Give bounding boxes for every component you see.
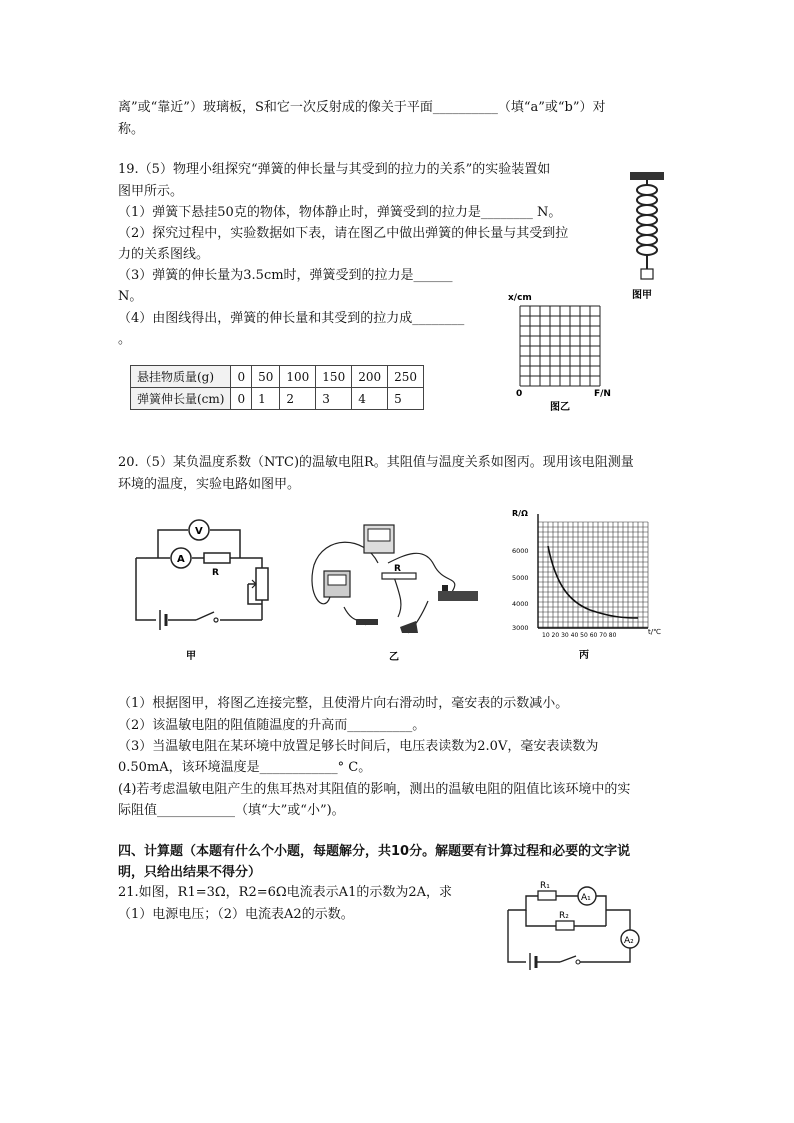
text-line: 。	[118, 332, 132, 347]
text-line: N。	[118, 289, 143, 304]
voltmeter-label: V	[195, 526, 203, 537]
axis-label-y: R/Ω	[512, 509, 528, 518]
text-line: 际阻值____________（填“大”或“小”)。	[118, 803, 345, 818]
table-cell: 250	[388, 366, 424, 388]
table-cell: 0	[231, 366, 252, 388]
text-line: 称。	[118, 122, 145, 137]
x-tick-labels: 10 20 30 40 50 60 70 80	[542, 632, 617, 639]
table-cell: 4	[352, 388, 388, 410]
resistor-label: R	[212, 568, 219, 578]
q19-sub3: （3）弹簧的伸长量为3.5cm时，弹簧受到的拉力是______	[118, 268, 453, 283]
spring-figure	[618, 168, 678, 303]
y-tick-label: 5000	[512, 574, 529, 582]
table-cell: 100	[280, 366, 316, 388]
table-row	[131, 388, 424, 410]
table-cell: 1	[252, 388, 280, 410]
table-cell: 弹簧伸长量(cm)	[131, 388, 231, 410]
table-row	[131, 366, 424, 388]
table-cell: 2	[280, 388, 316, 410]
y-tick-label: 3000	[512, 624, 529, 632]
resistor-label: R	[394, 564, 401, 574]
a1-label: A₁	[581, 893, 591, 903]
question-21-title: 21.如图，R1=3Ω，R2=6Ω电流表示A1的示数为2A，求	[118, 885, 452, 900]
axis-origin: 0	[516, 389, 523, 399]
table-cell: 150	[316, 366, 352, 388]
q19-sub4: （4）由图线得出，弹簧的伸长量和其受到的拉力成________	[118, 311, 465, 326]
table-cell: 50	[252, 366, 280, 388]
axis-label-x: t/℃	[648, 628, 661, 636]
question-20-title: 20.（5）某负温度系数（NTC)的温敏电阻R。其阻值与温度关系如图丙。现用该电阻测量	[118, 455, 634, 470]
grid-graph	[508, 288, 618, 413]
q20-sub4: (4)若考虑温敏电阻产生的焦耳热对其阻值的影响，测出的温敏电阻的阻值比该环境中的实	[118, 782, 631, 797]
y-tick-label: 4000	[512, 600, 529, 608]
text-line: 0.50mA，该环境温度是____________° C。	[118, 760, 372, 775]
figure-caption: 乙	[389, 652, 399, 663]
question-19-title: 19.（5）物理小组探究“弹簧的伸长量与其受到的拉力的关系”的实验装置如	[118, 162, 551, 177]
figure-caption: 图甲	[632, 290, 652, 301]
circuit-diagram-q21	[500, 876, 672, 970]
circuit-diagram-jia	[128, 512, 278, 662]
rt-graph-bing	[508, 506, 668, 664]
q20-sub1: （1）根据图甲，将图乙连接完整，且使滑片向右滑动时，毫安表的示数减小。	[118, 696, 569, 711]
q19-sub1: （1）弹簧下悬挂50克的物体，物体静止时，弹簧受到的拉力是________ N。	[118, 205, 562, 220]
axis-label-x: F/N	[594, 389, 611, 399]
table-cell: 3	[316, 388, 352, 410]
figure-caption: 图乙	[550, 402, 570, 413]
axis-label-y: x/cm	[508, 293, 532, 303]
table-cell: 200	[352, 366, 388, 388]
text-line: 离”或“靠近”）玻璃板，S和它一次反射成的像关于平面__________（填“a”或“b”）对	[118, 100, 606, 115]
table-cell: 悬挂物质量(g)	[131, 366, 231, 388]
text-line: 力的关系图线。	[118, 247, 210, 262]
y-tick-label: 6000	[512, 547, 529, 555]
q19-sub2: （2）探究过程中，实验数据如下表，请在图乙中做出弹簧的伸长量与其受到拉	[118, 226, 569, 241]
table-cell: 5	[388, 388, 424, 410]
text-line: （1）电源电压；（2）电流表A2的示数。	[118, 907, 354, 922]
figure-caption: 甲	[186, 651, 196, 662]
table-cell: 0	[231, 388, 252, 410]
q20-sub3: （3）当温敏电阻在某环境中放置足够长时间后，电压表读数为2.0V，毫安表读数为	[118, 739, 599, 754]
r1-label: R₁	[540, 881, 550, 891]
apparatus-diagram-yi	[304, 515, 484, 665]
text-line: 图甲所示。	[118, 184, 184, 199]
section-heading: 明，只给出结果不得分）	[118, 865, 262, 880]
section-heading: 四、计算题（本题有什么个小题，每题解分，共10分。解题要有计算过程和必要的文字说	[118, 844, 631, 859]
data-table	[130, 365, 424, 410]
a2-label: A₂	[624, 936, 634, 946]
q20-sub2: （2）该温敏电阻的阻值随温度的升高而__________。	[118, 718, 426, 733]
text-line: 环境的温度，实验电路如图甲。	[118, 477, 301, 492]
figure-caption: 丙	[579, 650, 589, 661]
ammeter-label: A	[177, 554, 185, 565]
r2-label: R₂	[559, 911, 569, 921]
